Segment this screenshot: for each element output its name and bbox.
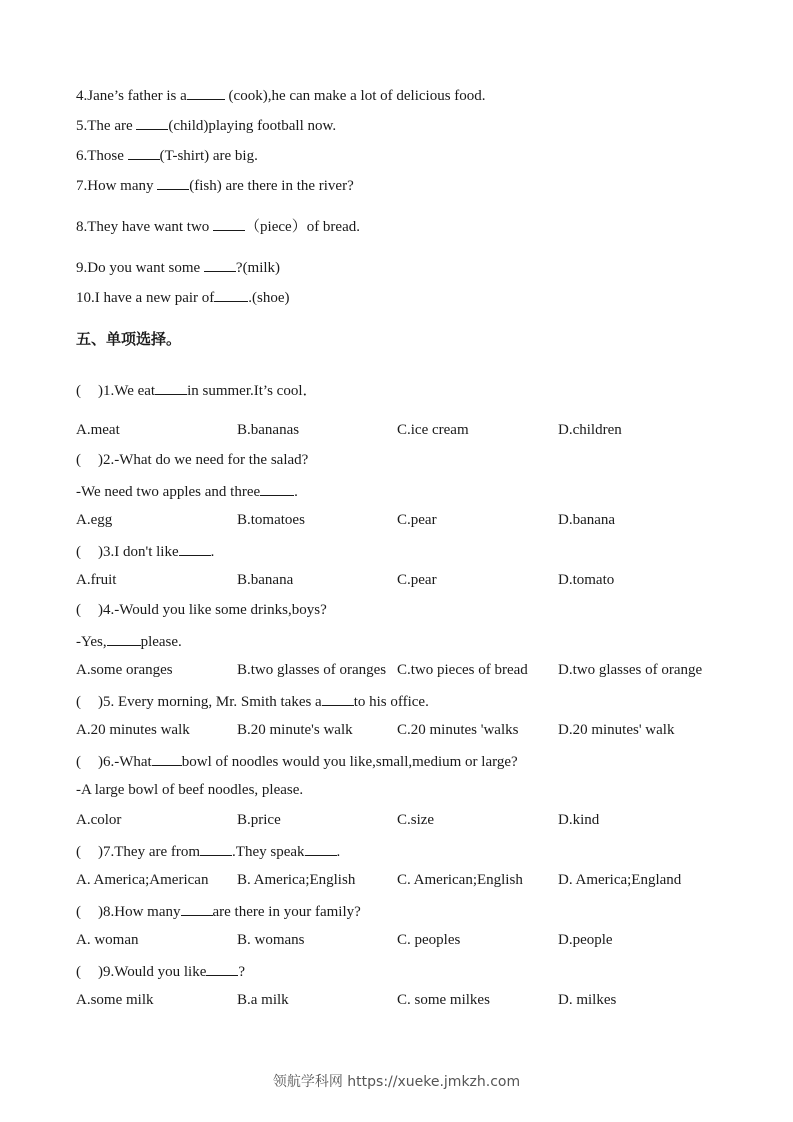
question-6-reply <box>76 781 303 799</box>
answer-blank[interactable] <box>260 481 294 496</box>
option-b[interactable]: B.20 minute's walk <box>237 722 353 738</box>
answer-paren[interactable]: ( <box>76 694 81 710</box>
options-4 <box>76 661 736 679</box>
answer-blank[interactable] <box>322 691 354 706</box>
fill-item-7 <box>76 175 354 195</box>
question-3 <box>76 541 214 561</box>
fill-text: (fish) are there in the river? <box>189 178 354 194</box>
question-7 <box>76 841 340 861</box>
question-text: . <box>210 544 215 560</box>
question-text: to his office. <box>353 694 429 710</box>
option-a[interactable]: A.fruit <box>76 572 117 588</box>
option-b[interactable]: B. America;English <box>237 872 356 888</box>
question-text: . <box>336 844 341 860</box>
question-2 <box>76 451 308 469</box>
question-5 <box>76 691 429 711</box>
fill-text: ?(milk) <box>235 260 281 276</box>
question-9 <box>76 961 245 981</box>
answer-paren[interactable]: ( <box>76 544 81 560</box>
options-1 <box>76 421 736 439</box>
option-a[interactable]: A.some milk <box>76 992 154 1008</box>
options-6 <box>76 811 736 829</box>
question-text: )7.They are from <box>98 844 201 860</box>
fill-item-5 <box>76 115 336 135</box>
option-a[interactable]: A.egg <box>76 512 113 528</box>
page-footer: 领航学科网 https://xueke.jmkzh.com <box>272 1074 521 1090</box>
fill-text: .(shoe) <box>248 290 290 306</box>
options-9 <box>76 991 736 1009</box>
reply-text: . <box>294 484 298 500</box>
option-a[interactable]: A. America;American <box>76 872 209 888</box>
answer-paren[interactable]: ( <box>76 452 81 468</box>
question-text: )8.How many <box>98 904 181 920</box>
reply-text: please. <box>140 634 182 650</box>
question-1 <box>76 380 318 400</box>
answer-blank[interactable] <box>179 541 211 556</box>
answer-blank[interactable] <box>152 751 182 766</box>
answer-paren[interactable]: ( <box>76 904 81 920</box>
answer-blank[interactable] <box>181 901 213 916</box>
option-c[interactable]: C. American;English <box>397 872 523 888</box>
option-d[interactable]: D.tomato <box>558 572 615 588</box>
option-c[interactable]: C. some milkes <box>397 992 490 1008</box>
option-a[interactable]: A.20 minutes walk <box>76 722 190 738</box>
question-text: are there in your family? <box>212 904 361 920</box>
options-8 <box>76 931 736 949</box>
question-text: )4.-Would you like some drinks,boys? <box>98 602 327 618</box>
fill-text: 8.They have want two <box>76 219 214 235</box>
option-b[interactable]: B. womans <box>237 932 305 948</box>
answer-blank[interactable] <box>200 841 232 856</box>
question-text: in summer.It’s cool． <box>187 383 318 399</box>
option-d[interactable]: D.kind <box>558 812 600 828</box>
option-d[interactable]: D. milkes <box>558 992 617 1008</box>
fill-text: (child)playing football now. <box>168 118 337 134</box>
option-b[interactable]: B.a milk <box>237 992 289 1008</box>
question-text: )2.-What do we need for the salad? <box>98 452 309 468</box>
fill-item-6 <box>76 145 258 165</box>
question-4 <box>76 601 327 619</box>
answer-paren[interactable]: ( <box>76 844 81 860</box>
answer-blank[interactable] <box>107 631 141 646</box>
answer-blank[interactable] <box>206 961 238 976</box>
option-c[interactable]: C.ice cream <box>397 422 469 438</box>
fill-text: 10.I have a new pair of <box>76 290 215 306</box>
question-6 <box>76 751 518 771</box>
answer-paren[interactable]: ( <box>76 383 81 399</box>
answer-paren[interactable]: ( <box>76 754 81 770</box>
fill-item-10 <box>76 287 290 307</box>
fill-item-8 <box>76 216 360 236</box>
answer-paren[interactable]: ( <box>76 602 81 618</box>
fill-text: 9.Do you want some <box>76 260 204 276</box>
fill-item-9 <box>76 257 280 277</box>
reply-text: -We need two apples and three <box>76 484 261 500</box>
fill-item-4 <box>76 85 486 105</box>
fill-text: (T-shirt) are big. <box>159 148 258 164</box>
option-b[interactable]: B.banana <box>237 572 294 588</box>
options-3 <box>76 571 736 589</box>
option-d[interactable]: D.banana <box>558 512 616 528</box>
option-c[interactable]: C. peoples <box>397 932 461 948</box>
answer-blank[interactable] <box>157 175 189 190</box>
question-4-reply <box>76 631 182 651</box>
question-text: )5. Every morning, Mr. Smith takes a <box>98 694 322 710</box>
question-8 <box>76 901 361 921</box>
options-5 <box>76 721 736 739</box>
answer-blank[interactable] <box>204 257 236 272</box>
question-text: )1.We eat <box>98 383 156 399</box>
option-a[interactable]: A.some oranges <box>76 662 173 678</box>
answer-blank[interactable] <box>155 380 187 395</box>
question-text: )3.I don't like <box>98 544 179 560</box>
option-a[interactable]: A. woman <box>76 932 139 948</box>
answer-blank[interactable] <box>305 841 337 856</box>
answer-blank[interactable] <box>214 287 248 302</box>
option-d[interactable]: D.20 minutes' walk <box>558 722 675 738</box>
question-2-reply <box>76 481 298 501</box>
option-d[interactable]: D.children <box>558 422 622 438</box>
section-title: 五、单项选择。 <box>76 330 182 348</box>
fill-text: （piece）of bread. <box>245 219 360 235</box>
answer-blank[interactable] <box>136 115 168 130</box>
answer-paren[interactable]: ( <box>76 964 81 980</box>
option-a[interactable]: A.meat <box>76 422 120 438</box>
fill-text: 6.Those <box>76 148 128 164</box>
options-2 <box>76 511 736 529</box>
reply-text: -A large bowl of beef noodles, please. <box>76 782 304 798</box>
question-text: )6.-What <box>98 754 152 770</box>
answer-blank[interactable] <box>213 216 245 231</box>
answer-blank[interactable] <box>128 145 160 160</box>
option-b[interactable]: B.price <box>237 812 281 828</box>
answer-blank[interactable] <box>187 85 225 100</box>
option-a[interactable]: A.color <box>76 812 122 828</box>
question-text: ? <box>238 964 246 980</box>
option-c[interactable]: C.pear <box>397 512 437 528</box>
fill-text: 7.How many <box>76 178 158 194</box>
option-d[interactable]: D.two glasses of orange <box>558 662 703 678</box>
question-text: )9.Would you like <box>98 964 207 980</box>
option-d[interactable]: D.people <box>558 932 613 948</box>
option-b[interactable]: B.two glasses of oranges <box>237 662 387 678</box>
option-c[interactable]: C.pear <box>397 572 437 588</box>
fill-text: 5.The are <box>76 118 137 134</box>
question-text: .They speak <box>232 844 305 860</box>
option-b[interactable]: B.bananas <box>237 422 300 438</box>
fill-text: 4.Jane’s father is a <box>76 88 187 104</box>
option-c[interactable]: C.20 minutes 'walks <box>397 722 519 738</box>
option-c[interactable]: C.two pieces of bread <box>397 662 528 678</box>
option-b[interactable]: B.tomatoes <box>237 512 305 528</box>
option-c[interactable]: C.size <box>397 812 435 828</box>
reply-text: -Yes, <box>76 634 107 650</box>
options-7 <box>76 871 736 889</box>
question-text: bowl of noodles would you like,small,medium or large? <box>181 754 518 770</box>
fill-text: (cook),he can make a lot of delicious food. <box>224 88 486 104</box>
option-d[interactable]: D. America;England <box>558 872 682 888</box>
